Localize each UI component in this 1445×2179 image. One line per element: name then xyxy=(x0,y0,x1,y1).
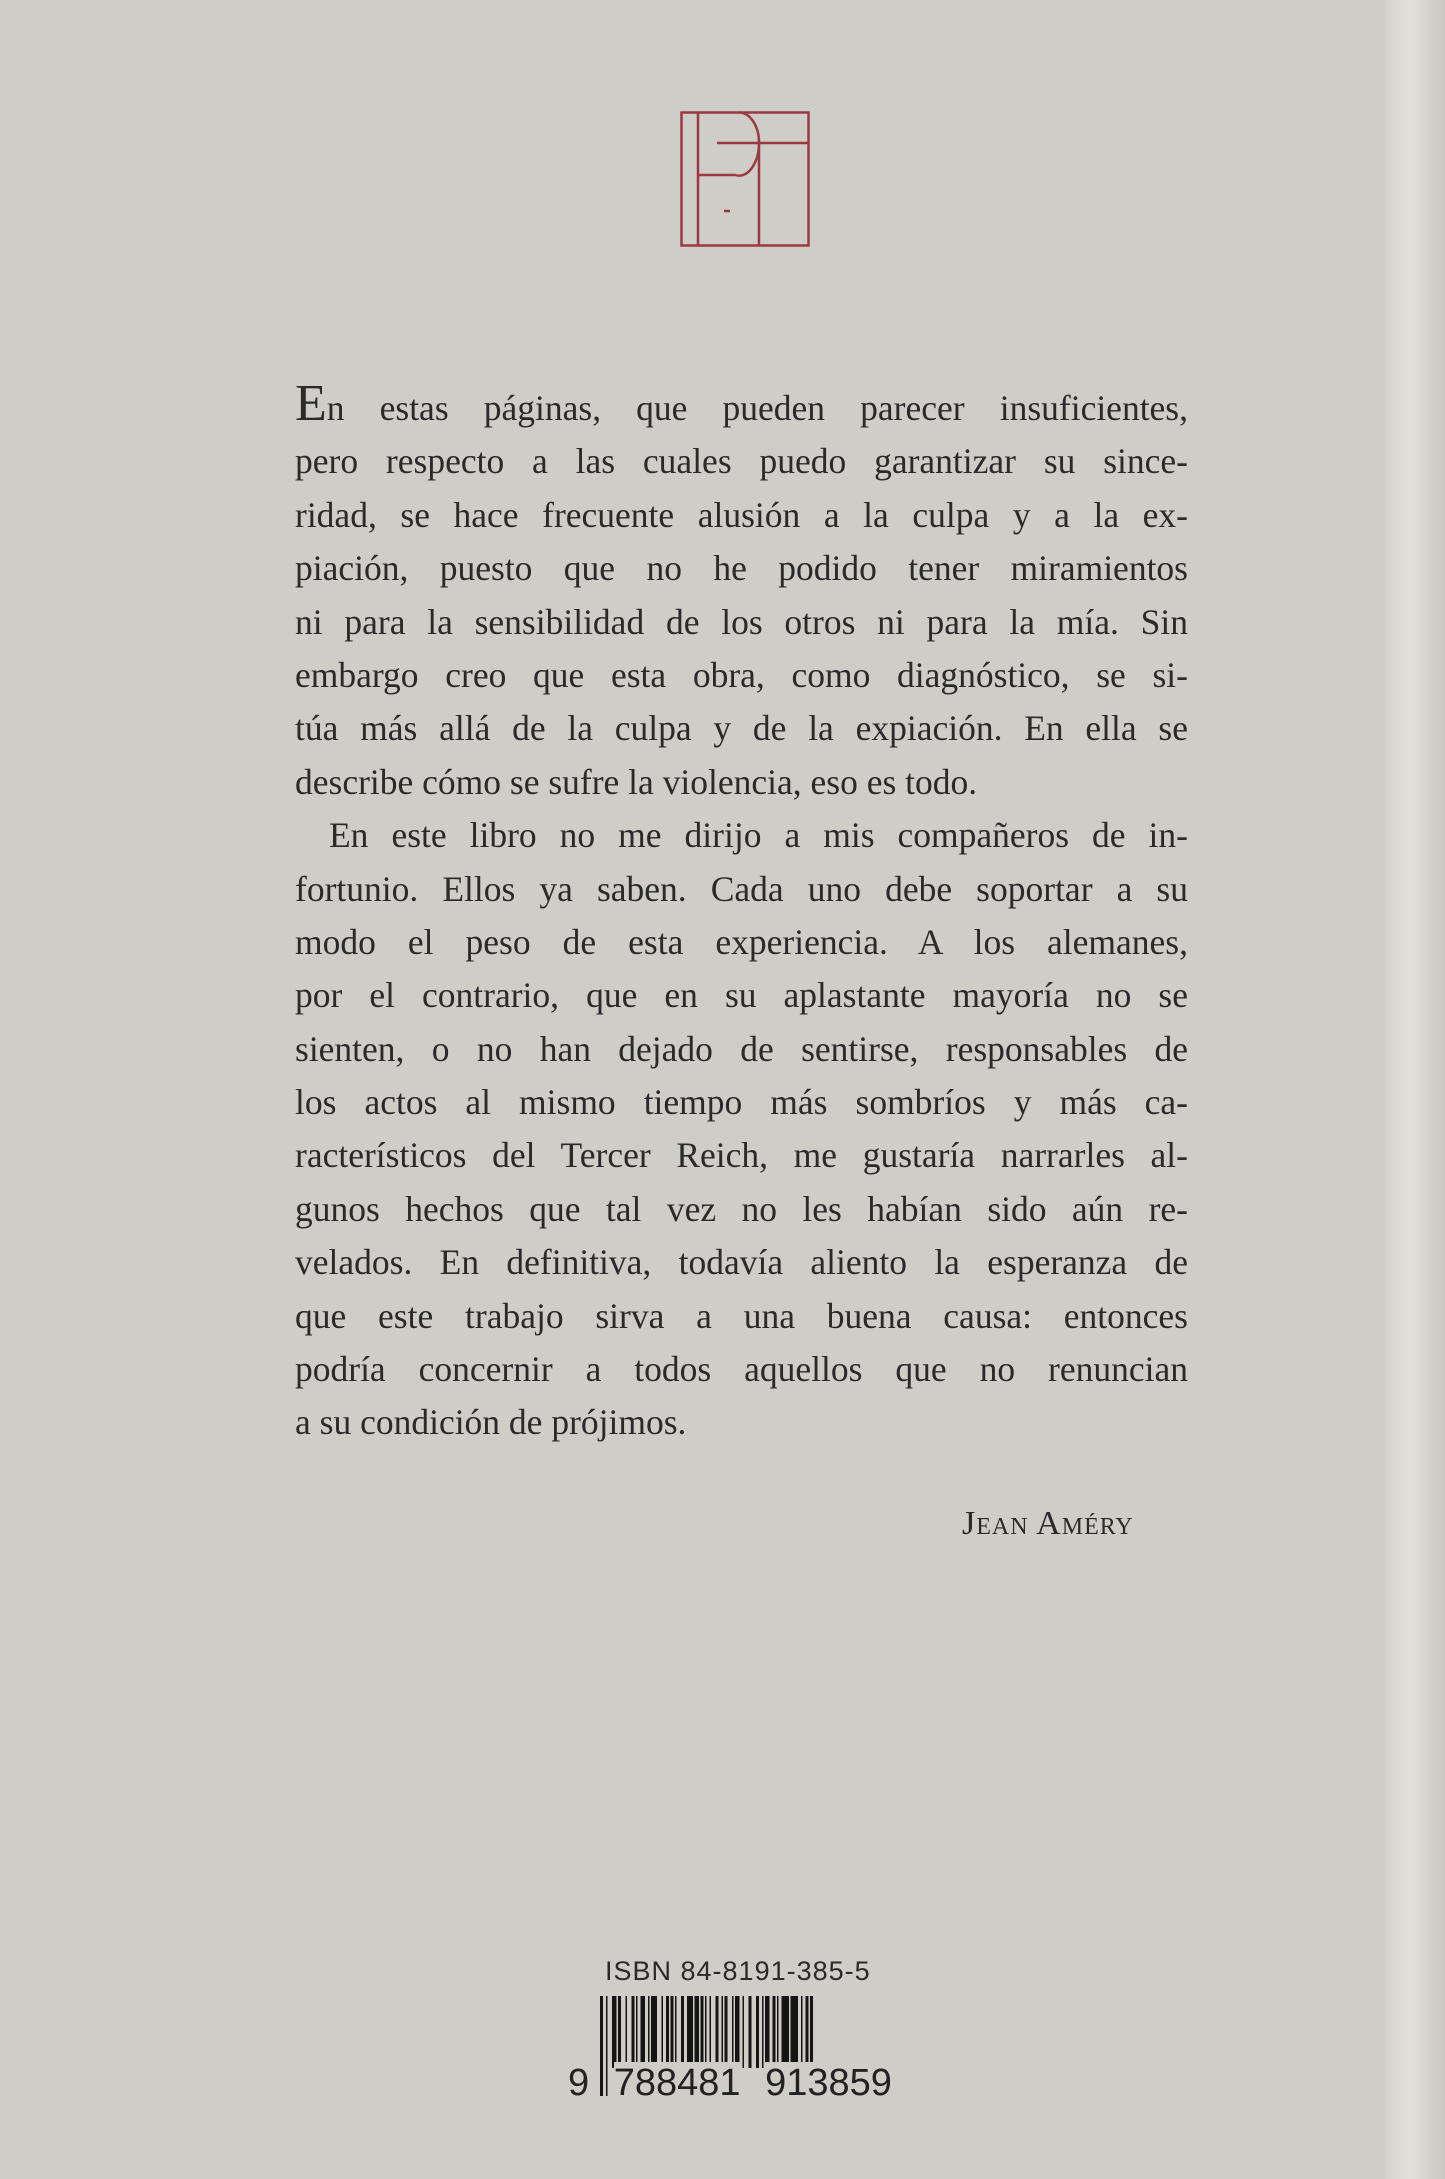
back-cover-text xyxy=(295,375,1188,1450)
barcode-bar xyxy=(732,1996,734,2068)
text-line: que este trabajo sirva a una buena causa: entonces xyxy=(295,1295,1188,1336)
barcode-bar xyxy=(651,1996,657,2068)
text-line: ni para la sensibilidad de los otros ni para la mía. Sin xyxy=(295,601,1188,642)
barcode-bar xyxy=(735,1996,740,2068)
barcode-bar xyxy=(762,1996,764,2068)
barcode-bar xyxy=(618,1996,621,2068)
barcode-bar xyxy=(743,1996,745,2068)
text-line: por el contrario, que en su aplastante mayoría no se xyxy=(295,975,1188,1016)
barcode-bar xyxy=(612,1996,617,2068)
barcode-bar xyxy=(648,1996,650,2068)
barcode-bar xyxy=(756,1996,759,2068)
ean-right-digits: 913859 xyxy=(765,2062,892,2104)
barcode-bar xyxy=(725,1996,728,2068)
barcode-bar xyxy=(701,1996,704,2068)
text-line: describe cómo se sufre la violencia, eso es todo. xyxy=(295,761,978,802)
barcode-bar xyxy=(641,1996,646,2068)
text-line: velados. En definitiva, todavía aliento la esperanza de xyxy=(295,1242,1188,1283)
barcode-bar xyxy=(782,1996,790,2068)
barcode-bar xyxy=(681,1996,684,2068)
barcode-bar xyxy=(716,1996,719,2068)
ean-left-digits: 788481 xyxy=(613,2062,741,2104)
text-line: modo el peso de esta experiencia. A los alemanes, xyxy=(295,921,1188,962)
barcode-bar xyxy=(626,1996,628,2068)
text-line: ridad, se hace frecuente alusión a la culpa y a la ex- xyxy=(295,494,1188,535)
barcode-bar xyxy=(722,1996,724,2068)
barcode-bar xyxy=(675,1996,677,2068)
isbn-label: ISBN 84-8191-385-5 xyxy=(605,1956,871,1986)
barcode-bar xyxy=(636,1996,638,2068)
page-edge xyxy=(1385,0,1445,2179)
barcode-bar xyxy=(801,1996,803,2068)
text-line: los actos al mismo tiempo más sombríos y más ca- xyxy=(295,1082,1188,1123)
barcode-bar xyxy=(687,1996,693,2068)
ean-number xyxy=(568,2062,892,2105)
text-line: En este libro no me dirijo a mis compañeros de in- xyxy=(329,815,1188,856)
text-line: gunos hechos que tal vez no les habían sido aún re- xyxy=(295,1188,1188,1229)
text-line: podría concernir a todos aquellos que no renuncian xyxy=(295,1349,1188,1390)
text-line: pero respecto a las cuales puedo garantizar su since- xyxy=(295,441,1188,482)
barcode-bar xyxy=(671,1996,674,2068)
barcode-bar xyxy=(695,1996,700,2068)
barcode-bar xyxy=(632,1996,635,2068)
barcode-bar xyxy=(777,1996,779,2068)
barcode-bar xyxy=(791,1996,799,2068)
text-line: piación, puesto que no he podido tener miramientos xyxy=(295,548,1188,589)
text-line: embargo creo que esta obra, como diagnóstico, se si- xyxy=(295,654,1188,695)
text-line xyxy=(295,375,1188,435)
drop-cap: E xyxy=(295,375,327,432)
barcode-bar xyxy=(749,1996,752,2068)
text-line: túa más allá de la culpa y de la expiación. En ella se xyxy=(295,708,1188,749)
line-text: n estas páginas, que pueden parecer insuficientes, xyxy=(326,388,1188,428)
author-signature: Jean Améry xyxy=(962,1505,1134,1542)
text-line: a su condición de prójimos. xyxy=(295,1402,687,1443)
barcode-bar xyxy=(662,1996,664,2068)
text-line: fortunio. Ellos ya saben. Cada uno debe soportar a su xyxy=(295,868,1188,909)
barcode-bar xyxy=(666,1996,669,2068)
text-line: sienten, o no han dejado de sentirse, responsables de xyxy=(295,1028,1188,1069)
publisher-logo xyxy=(680,111,810,247)
text-line: racterísticos del Tercer Reich, me gustaría narrarles al- xyxy=(295,1135,1188,1176)
ean-first-digit: 9 xyxy=(568,2062,590,2104)
barcode-bar xyxy=(773,1996,776,2068)
barcode-bar xyxy=(765,1996,770,2068)
